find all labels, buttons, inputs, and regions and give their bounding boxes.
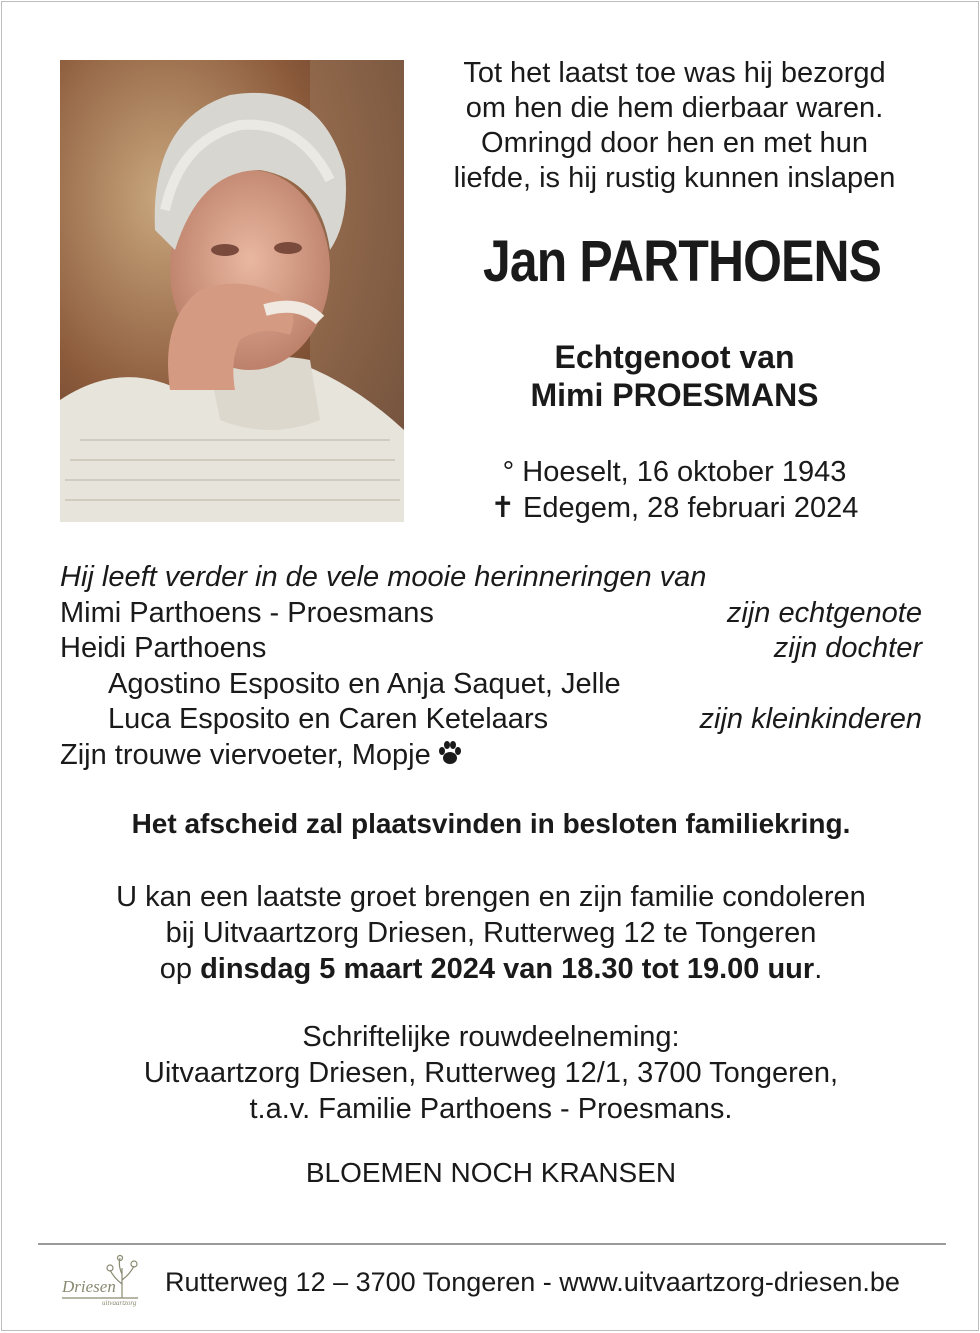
visitation-info bbox=[2, 879, 980, 987]
family-row bbox=[60, 667, 922, 703]
family-intro: Hij leeft verder in de vele mooie herinneringen van bbox=[60, 561, 707, 593]
logo-subtext: uitvaartzorg bbox=[102, 1299, 137, 1307]
life-dates bbox=[422, 454, 927, 526]
spouse-info bbox=[422, 338, 927, 414]
family-list bbox=[60, 560, 922, 775]
family-member: Agostino Esposito en Anja Saquet, Jelle bbox=[108, 667, 621, 700]
written-line-3: t.a.v. Familie Parthoens - Proesmans. bbox=[249, 1093, 733, 1125]
poem-line: om hen die hem dierbaar waren. bbox=[465, 92, 884, 124]
visit-suffix: . bbox=[814, 953, 823, 985]
poem-line: Tot het laatst toe was hij bezorgd bbox=[463, 57, 886, 89]
family-row bbox=[60, 596, 922, 632]
spouse-line-1: Echtgenoot van bbox=[554, 339, 795, 375]
family-row bbox=[60, 702, 922, 738]
spouse-line-2: Mimi PROESMANS bbox=[530, 377, 819, 413]
poem-line: liefde, is hij rustig kunnen inslapen bbox=[453, 162, 896, 194]
visit-prefix: op bbox=[159, 953, 201, 985]
written-line-1: Schriftelijke rouwdeelneming: bbox=[302, 1021, 680, 1053]
visit-line-2: bij Uitvaartzorg Driesen, Rutterweg 12 te Tongeren bbox=[165, 917, 817, 949]
family-member: Luca Esposito en Caren Ketelaars bbox=[108, 703, 549, 735]
footer-address: Rutterweg 12 – 3700 Tongeren - www.uitvaartzorg-driesen.be bbox=[165, 1267, 900, 1297]
written-condolences bbox=[2, 1019, 980, 1127]
pet-line: Zijn trouwe viervoeter, Mopje bbox=[60, 738, 431, 771]
poem bbox=[422, 56, 927, 196]
visit-line-3 bbox=[2, 951, 980, 987]
family-relation: zijn dochter bbox=[773, 632, 922, 664]
family-relation: zijn echtgenote bbox=[726, 596, 922, 629]
flowers-notice: BLOEMEN NOCH KRANSEN bbox=[305, 1157, 677, 1188]
farewell-notice: Het afscheid zal plaatsvinden in besloten familiekring. bbox=[131, 808, 851, 839]
deceased-name: Jan PARTHOENS bbox=[482, 229, 882, 294]
birth-date: ° Hoeselt, 16 oktober 1943 bbox=[502, 456, 847, 488]
family-row bbox=[60, 738, 922, 776]
written-line-2: Uitvaartzorg Driesen, Rutterweg 12/1, 3700 Tongeren, bbox=[143, 1057, 839, 1089]
death-date: ✝ Edegem, 28 februari 2024 bbox=[490, 492, 859, 524]
footer-divider bbox=[38, 1243, 946, 1245]
logo-text: Driesen bbox=[62, 1277, 116, 1296]
family-member: Heidi Parthoens bbox=[60, 632, 267, 664]
obituary-card bbox=[1, 1, 979, 1331]
poem-line: Omringd door hen en met hun bbox=[481, 127, 868, 159]
family-relation: zijn kleinkinderen bbox=[699, 703, 922, 735]
family-row bbox=[60, 631, 922, 667]
portrait-photo bbox=[60, 60, 404, 522]
family-member: Mimi Parthoens - Proesmans bbox=[60, 596, 434, 629]
visit-date: dinsdag 5 maart 2024 van 18.30 tot 19.00 uur bbox=[200, 953, 815, 985]
visit-line-1: U kan een laatste groet brengen en zijn familie condoleren bbox=[116, 881, 866, 913]
driesen-logo bbox=[58, 1254, 148, 1308]
paw-icon bbox=[437, 740, 463, 776]
